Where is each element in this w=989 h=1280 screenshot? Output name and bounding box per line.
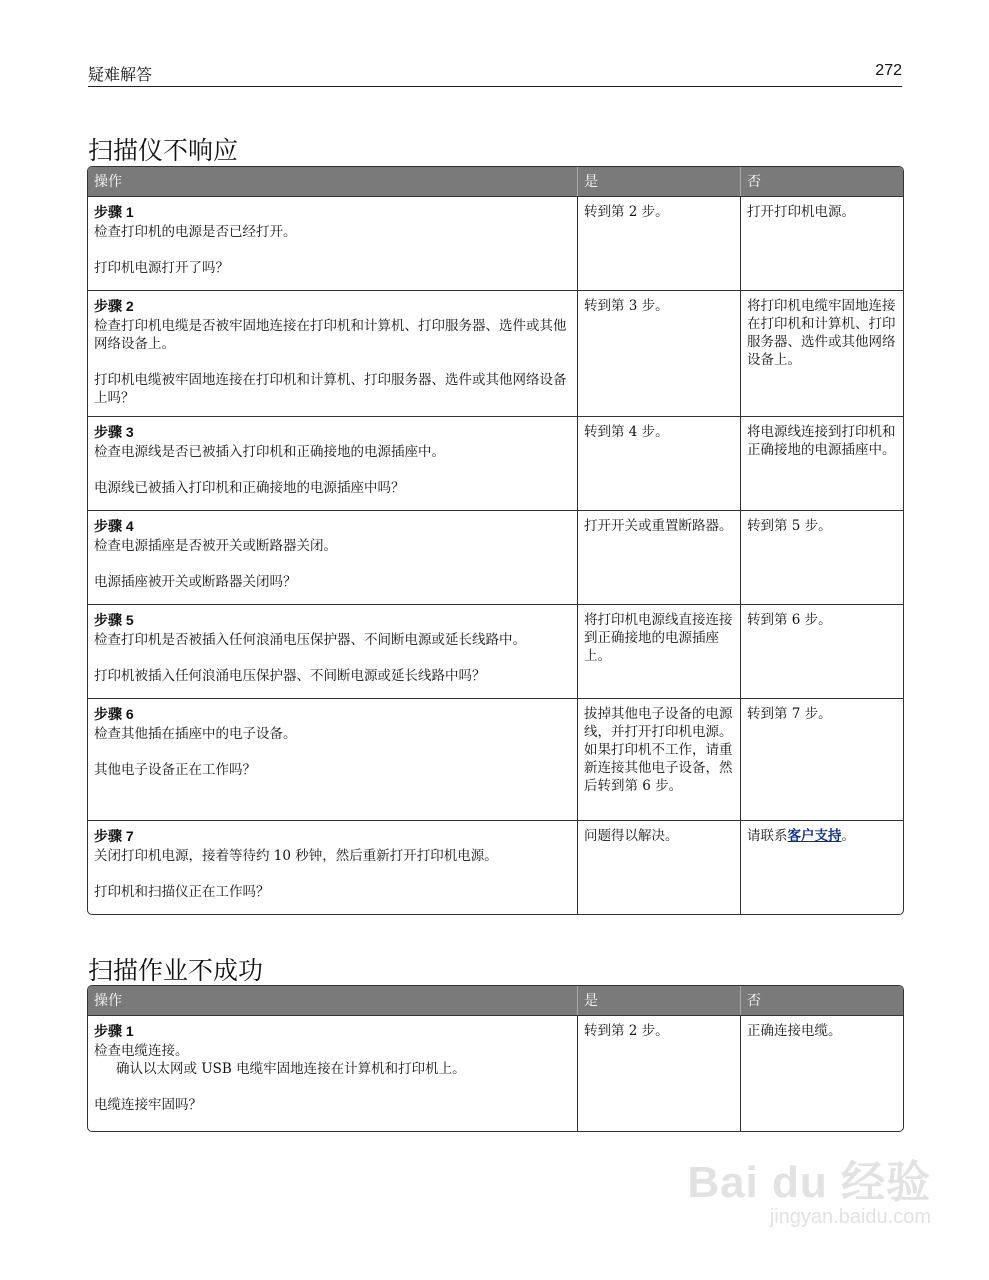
yes-cell: 转到第 4 步。 (577, 416, 740, 510)
no-cell (740, 820, 903, 914)
step-question: 打印机被插入任何浪涌电压保护器、不间断电源或延长线路中吗？ (94, 668, 486, 684)
troubleshooting-table-1 (87, 166, 904, 915)
step-description: 关闭打印机电源，接着等待约 10 秒钟，然后重新打开打印机电源。 (94, 848, 498, 864)
yes-cell: 问题得以解决。 (577, 820, 740, 914)
table-row (88, 820, 903, 914)
watermark-logo: Bai du 经验 (687, 1158, 931, 1207)
step-label: 步骤 6 (94, 706, 134, 722)
no-cell: 打开打印机电源。 (740, 196, 903, 290)
step-description: 检查其他插在插座中的电子设备。 (94, 726, 297, 742)
action-cell (88, 820, 577, 914)
contact-suffix: 。 (841, 828, 855, 844)
table-row (88, 1015, 903, 1131)
table-header-row (88, 986, 903, 1015)
contact-prefix: 请联系 (747, 828, 788, 844)
step-label: 步骤 5 (94, 612, 134, 628)
yes-cell: 转到第 3 步。 (577, 290, 740, 416)
table-row (88, 698, 903, 820)
section-title-scan-job-failed: 扫描作业不成功 (88, 956, 264, 985)
table-header-row (88, 167, 903, 196)
column-header-no: 否 (740, 986, 903, 1015)
column-header-action: 操作 (88, 167, 577, 196)
action-cell (88, 510, 577, 604)
table-row (88, 510, 903, 604)
step-subinstruction: 确认以太网或 USB 电缆牢固地连接在计算机和打印机上。 (116, 1061, 466, 1077)
action-cell (88, 1015, 577, 1131)
yes-cell: 转到第 2 步。 (577, 196, 740, 290)
yes-cell: 将打印机电源线直接连接到正确接地的电源插座上。 (577, 604, 740, 698)
step-description: 检查打印机的电源是否已经打开。 (94, 224, 297, 240)
no-cell: 转到第 7 步。 (740, 698, 903, 820)
step-question: 电缆连接牢固吗？ (94, 1097, 202, 1113)
column-header-yes: 是 (577, 167, 740, 196)
table-row (88, 290, 903, 416)
table-row (88, 604, 903, 698)
section-title-scanner-not-responding: 扫描仪不响应 (88, 136, 239, 165)
no-cell: 转到第 6 步。 (740, 604, 903, 698)
yes-cell: 打开开关或重置断路器。 (577, 510, 740, 604)
no-cell: 正确连接电缆。 (740, 1015, 903, 1131)
step-label: 步骤 1 (94, 1023, 134, 1039)
column-header-action: 操作 (88, 986, 577, 1015)
page-header (88, 60, 902, 87)
table-row (88, 196, 903, 290)
section-name: 疑难解答 (88, 65, 153, 84)
action-cell (88, 604, 577, 698)
action-cell (88, 698, 577, 820)
page-number: 272 (875, 62, 902, 79)
no-cell: 转到第 5 步。 (740, 510, 903, 604)
action-cell (88, 416, 577, 510)
step-label: 步骤 1 (94, 204, 134, 220)
column-header-no: 否 (740, 167, 903, 196)
step-label: 步骤 3 (94, 424, 134, 440)
step-question: 打印机和扫描仪正在工作吗？ (94, 884, 270, 900)
step-question: 打印机电缆被牢固地连接在打印机和计算机、打印服务器、选件或其他网络设备上吗？ (94, 372, 567, 406)
step-question: 其他电子设备正在工作吗？ (94, 762, 256, 778)
customer-support-link[interactable]: 客户支持 (787, 828, 842, 844)
step-description: 检查打印机是否被插入任何浪涌电压保护器、不间断电源或延长线路中。 (94, 632, 526, 648)
step-label: 步骤 7 (94, 828, 134, 844)
column-header-yes: 是 (577, 986, 740, 1015)
action-cell (88, 290, 577, 416)
watermark-url: jingyan.baidu.com (769, 1206, 931, 1228)
step-description: 检查电缆连接。 (94, 1043, 189, 1059)
step-label: 步骤 4 (94, 518, 134, 534)
yes-cell: 拔掉其他电子设备的电源线，并打开打印机电源。如果打印机不工作，请重新连接其他电子设备，然后转到第 6 步。 (577, 698, 740, 820)
action-cell (88, 196, 577, 290)
step-description: 检查电源线是否已被插入打印机和正确接地的电源插座中。 (94, 444, 445, 460)
step-question: 打印机电源打开了吗？ (94, 260, 229, 276)
baidu-jingyan-watermark (687, 1146, 931, 1229)
step-question: 电源插座被开关或断路器关闭吗？ (94, 574, 297, 590)
no-cell: 将打印机电缆牢固地连接在打印机和计算机、打印服务器、选件或其他网络设备上。 (740, 290, 903, 416)
yes-cell: 转到第 2 步。 (577, 1015, 740, 1131)
table-row (88, 416, 903, 510)
step-label: 步骤 2 (94, 298, 134, 314)
troubleshooting-table-2 (87, 985, 904, 1132)
step-description: 检查电源插座是否被开关或断路器关闭。 (94, 538, 337, 554)
step-question: 电源线已被插入打印机和正确接地的电源插座中吗？ (94, 480, 405, 496)
no-cell: 将电源线连接到打印机和正确接地的电源插座中。 (740, 416, 903, 510)
step-description: 检查打印机电缆是否被牢固地连接在打印机和计算机、打印服务器、选件或其他网络设备上。 (94, 318, 567, 352)
